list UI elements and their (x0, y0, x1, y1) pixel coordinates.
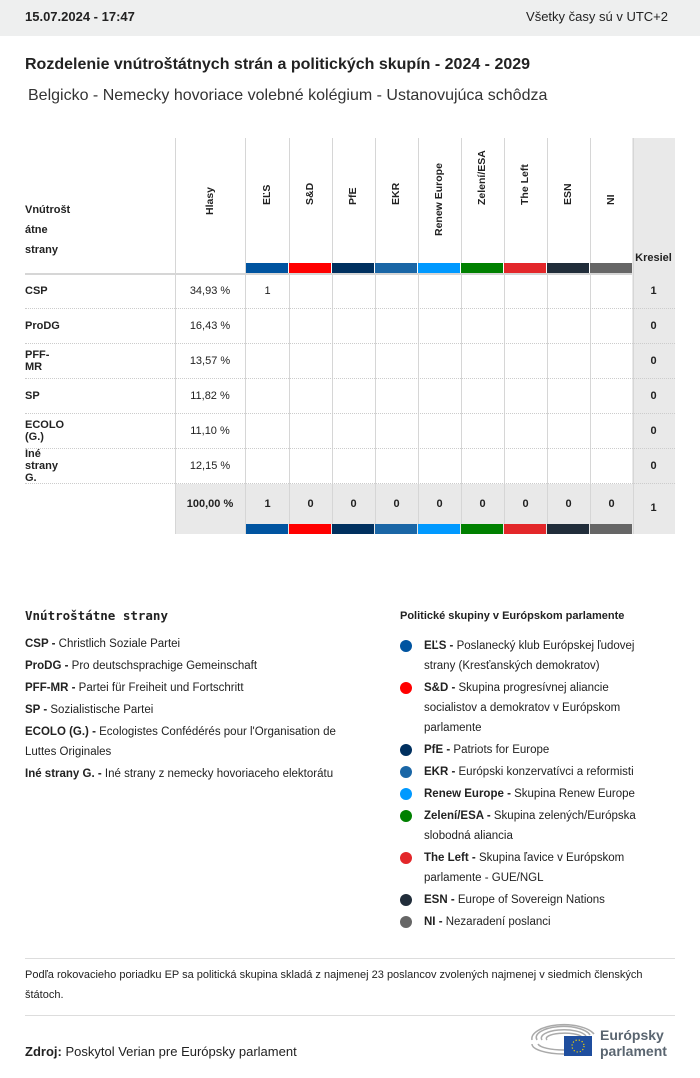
group-legend-item (400, 678, 660, 738)
party-legend-item (25, 722, 365, 762)
party-name: SP (25, 389, 40, 402)
seats-value: 1 (650, 284, 657, 297)
group-header: Zelení/ESA (476, 150, 488, 205)
party-name: Iné strany G. (25, 447, 59, 484)
party-full-name: Sozialistische Partei (50, 704, 154, 716)
total-seat-cell: 0 (608, 498, 615, 510)
votes-value: 11,82 % (190, 389, 230, 402)
group-full-name: Skupina ľavice v Európskom parlamente - GUE/NGL (424, 852, 625, 884)
group-color-bar (590, 263, 632, 273)
party-name: ProDG (25, 319, 60, 332)
group-abbr: Renew Europe - (424, 788, 511, 800)
group-legend-item (400, 890, 660, 910)
group-color-dot-icon (400, 640, 412, 652)
source (25, 1044, 297, 1059)
column-divider (461, 138, 462, 534)
total-votes: 100,00 % (186, 498, 234, 510)
row-divider (25, 308, 675, 309)
group-full-name: Európski konzervatívci a reformisti (458, 766, 634, 778)
group-color-bar (289, 524, 331, 534)
party-abbr: ProDG - (25, 660, 69, 672)
party-abbr: ECOLO (G.) - (25, 726, 96, 738)
group-header: PfE (347, 187, 359, 205)
group-color-bar (418, 263, 460, 273)
column-divider (547, 138, 548, 534)
group-color-bar (246, 263, 288, 273)
total-seat-cell: 1 (264, 498, 271, 510)
column-divider (590, 138, 591, 534)
group-full-name: Europe of Sovereign Nations (457, 894, 605, 906)
total-seats: 1 (650, 502, 657, 514)
seats-header: Kresiel (635, 252, 672, 264)
group-header: Renew Europe (433, 163, 445, 236)
seat-cell: 1 (264, 284, 271, 297)
group-full-name: Skupina zelených/Európska slobodná aliancia (424, 810, 636, 842)
group-legend-item (400, 848, 660, 888)
seats-value: 0 (650, 389, 657, 402)
total-seat-cell: 0 (307, 498, 314, 510)
party-legend-item (25, 634, 365, 654)
party-header: strany (25, 244, 59, 256)
row-divider (25, 378, 675, 379)
group-header: EKR (390, 182, 402, 205)
group-legend-item (400, 636, 660, 676)
votes-value: 13,57 % (189, 354, 231, 367)
party-full-name: Christlich Soziale Partei (58, 638, 181, 650)
header-divider (25, 273, 632, 275)
group-abbr: EĽS - (424, 640, 454, 652)
group-color-dot-icon (400, 810, 412, 822)
group-legend-item (400, 806, 660, 846)
party-legend-item (25, 764, 365, 784)
group-color-bar (461, 263, 503, 273)
groups-legend (400, 606, 660, 934)
group-abbr: ESN - (424, 894, 455, 906)
group-full-name: Patriots for Europe (453, 744, 550, 756)
group-full-name: Nezaradení poslanci (445, 916, 551, 928)
votes-header: Hlasy (204, 186, 216, 215)
group-color-dot-icon (400, 744, 412, 756)
group-abbr: S&D - (424, 682, 456, 694)
group-color-bar (461, 524, 503, 534)
party-full-name: Iné strany z nemecky hovoriaceho elektorátu (104, 768, 334, 780)
source-text: Poskytol Verian pre Európsky parlament (65, 1044, 297, 1059)
timezone-note: Všetky časy sú v UTC+2 (526, 9, 668, 24)
votes-value: 12,15 % (189, 459, 231, 472)
group-header: EĽS (261, 184, 273, 205)
group-full-name: Skupina progresívnej aliancie socialistov a demokratov v Európskom parlamente (424, 682, 621, 734)
group-color-bar (289, 263, 331, 273)
page-title: Rozdelenie vnútroštátnych strán a politických skupín - 2024 - 2029 (25, 56, 531, 73)
groups-legend-heading: Politické skupiny v Európskom parlamente (400, 610, 625, 622)
group-color-bar (418, 524, 460, 534)
party-abbr: Iné strany G. - (25, 768, 102, 780)
party-name: ECOLO (G.) (25, 418, 65, 443)
total-seat-cell: 0 (436, 498, 443, 510)
party-abbr: CSP - (25, 638, 56, 650)
datetime: 15.07.2024 - 17:47 (25, 9, 135, 24)
parties-legend-heading: Vnútroštátne strany (25, 608, 168, 623)
svg-text:Európsky: Európsky (600, 1027, 664, 1043)
group-header: ESN (562, 183, 574, 205)
party-legend-item (25, 678, 365, 698)
group-color-dot-icon (400, 894, 412, 906)
group-color-dot-icon (400, 766, 412, 778)
group-color-bar (332, 263, 374, 273)
group-color-bar (375, 263, 417, 273)
group-color-bar (246, 524, 288, 534)
group-abbr: EKR - (424, 766, 456, 778)
row-divider (25, 343, 675, 344)
votes-value: 11,10 % (190, 424, 230, 437)
votes-value: 16,43 % (189, 319, 231, 332)
column-divider (418, 138, 419, 534)
row-divider (25, 448, 675, 449)
group-color-bar (504, 524, 546, 534)
column-divider (332, 138, 333, 534)
party-full-name: Pro deutschsprachige Gemeinschaft (71, 660, 258, 672)
european-parliament-logo (530, 1020, 675, 1065)
votes-value: 34,93 % (189, 284, 231, 297)
column-divider (245, 138, 246, 534)
group-header: S&D (304, 182, 316, 205)
parties-legend (25, 606, 365, 786)
group-header: The Left (519, 164, 531, 205)
group-color-dot-icon (400, 852, 412, 864)
total-seat-cell: 0 (479, 498, 486, 510)
group-color-bar (547, 263, 589, 273)
column-divider (504, 138, 505, 534)
group-legend-item (400, 762, 660, 782)
group-abbr: Zelení/ESA - (424, 810, 491, 822)
row-divider (25, 483, 675, 484)
group-abbr: NI - (424, 916, 443, 928)
party-legend-item (25, 656, 365, 676)
seats-value: 0 (650, 424, 657, 437)
group-header: NI (605, 194, 617, 205)
party-header: Vnútrošt (25, 204, 71, 216)
group-color-bar (547, 524, 589, 534)
total-seat-cell: 0 (522, 498, 529, 510)
group-abbr: The Left - (424, 852, 476, 864)
source-label: Zdroj: (25, 1044, 62, 1059)
group-color-bar (375, 524, 417, 534)
party-legend-item (25, 700, 365, 720)
party-abbr: PFF-MR - (25, 682, 76, 694)
group-color-dot-icon (400, 788, 412, 800)
party-abbr: SP - (25, 704, 48, 716)
group-color-bar (590, 524, 632, 534)
column-divider (289, 138, 290, 534)
group-color-dot-icon (400, 916, 412, 928)
svg-text:parlament: parlament (600, 1043, 667, 1059)
group-legend-item (400, 784, 660, 804)
group-full-name: Skupina Renew Europe (514, 788, 635, 800)
group-legend-item (400, 740, 660, 760)
column-divider (375, 138, 376, 534)
top-bar (0, 0, 700, 36)
group-full-name: Poslanecký klub Európskej ľudovej strany (Kresťanských demokratov) (424, 640, 635, 672)
seats-value: 0 (650, 354, 657, 367)
parliament-hemicycle-icon (530, 1020, 675, 1060)
party-header: átne (25, 224, 48, 236)
group-color-bar (332, 524, 374, 534)
group-color-dot-icon (400, 682, 412, 694)
group-color-bar (504, 263, 546, 273)
party-full-name: Partei für Freiheit und Fortschritt (78, 682, 244, 694)
seats-value: 0 (650, 319, 657, 332)
party-name: CSP (25, 284, 48, 297)
party-name: PFF-MR (25, 348, 50, 373)
group-abbr: PfE - (424, 744, 451, 756)
page-subtitle: Belgicko - Nemecky hovoriace volebné kolégium - Ustanovujúca schôdza (28, 87, 548, 104)
party-full-name: Ecologistes Confédérés pour l'Organisation de Luttes Originales (25, 726, 336, 758)
group-legend-item (400, 912, 660, 932)
total-seat-cell: 0 (350, 498, 357, 510)
seats-value: 0 (650, 459, 657, 472)
row-divider (25, 413, 675, 414)
total-seat-cell: 0 (393, 498, 400, 510)
total-seat-cell: 0 (565, 498, 572, 510)
footnote: Podľa rokovacieho poriadku EP sa politická skupina skladá z najmenej 23 poslancov zvolených najmenej v siedmich členských štátoch. (25, 958, 675, 1016)
